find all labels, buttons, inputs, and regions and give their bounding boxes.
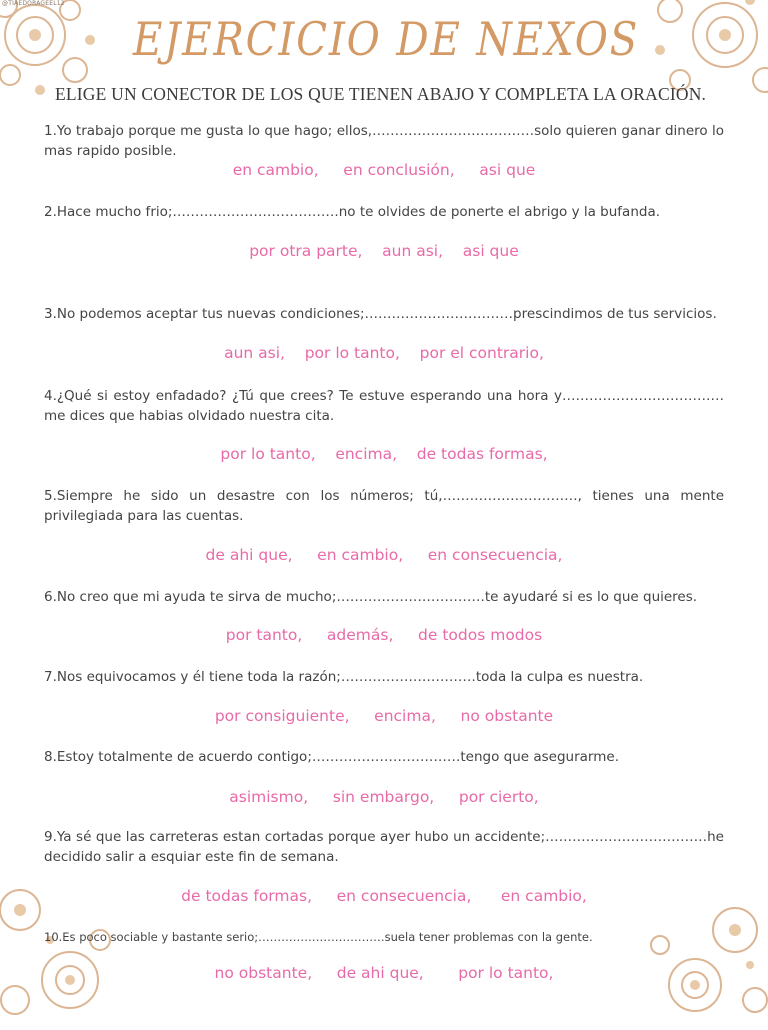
options-5: de ahi que, en cambio, en consecuencia,: [205, 546, 563, 564]
question-4: 4.¿Qué si estoy enfadado? ¿Tú que crees? Te estuve esperando una hora y………………………………me dices que habias olvidado nuestra cita.: [44, 388, 724, 424]
options-9: de todas formas, en consecuencia, en cambio,: [181, 887, 587, 905]
question-8: 8.Estoy totalmente de acuerdo contigo;……………………………tengo que asegurarme.: [44, 749, 619, 765]
question-10: 10.Es poco sociable y bastante serio;……………………………suela tener problemas con la gente.: [44, 930, 593, 944]
instruction-text: ELIGE UN CONECTOR DE LOS QUE TIENEN ABAJO Y COMPLETA LA ORACIÓN.: [55, 84, 707, 104]
question-6: 6.No creo que mi ayuda te sirva de mucho;……………………………te ayudaré si es lo que quieres.: [44, 589, 698, 605]
options-2: por otra parte, aun asi, asi que: [249, 242, 519, 260]
watermark-text: @TIAEDORAGEEL12: [2, 0, 65, 7]
options-3: aun asi, por lo tanto, por el contrario,: [224, 344, 544, 362]
page-title: EJERCICIO DE NEXOS: [132, 12, 640, 66]
options-1: en cambio, en conclusión, asi que: [232, 161, 536, 179]
options-10: no obstante, de ahi que, por lo tanto,: [214, 964, 554, 982]
floral-ornament-bottom-right: [640, 890, 768, 1030]
options-7: por consiguiente, encima, no obstante: [214, 707, 554, 725]
question-1: 1.Yo trabajo porque me gusta lo que hago; ellos,………………………………solo quieren ganar dinero lo mas rapido posible.: [44, 123, 724, 159]
options-8: asimismo, sin embargo, por cierto,: [229, 788, 539, 806]
options-6: por tanto, además, de todos modos: [225, 626, 543, 644]
options-4: por lo tanto, encima, de todas formas,: [220, 445, 548, 463]
question-5: 5.Siempre he sido un desastre con los números; tú,…………………………, tienes una mente privilegiada para las cuentas.: [44, 488, 724, 524]
question-3: 3.No podemos aceptar tus nuevas condiciones;……………………………prescindimos de tus servicios.: [44, 306, 717, 322]
question-7: 7.Nos equivocamos y él tiene toda la razón;…………………………toda la culpa es nuestra.: [44, 669, 644, 685]
question-2: 2.Hace mucho frio;……………………………….no te olvides de ponerte el abrigo y la bufanda.: [44, 204, 661, 220]
question-9: 9.Ya sé que las carreteras estan cortadas porque ayer hubo un accidente;………………………………he decidido salir a esquiar este fin de semana.: [44, 829, 724, 865]
